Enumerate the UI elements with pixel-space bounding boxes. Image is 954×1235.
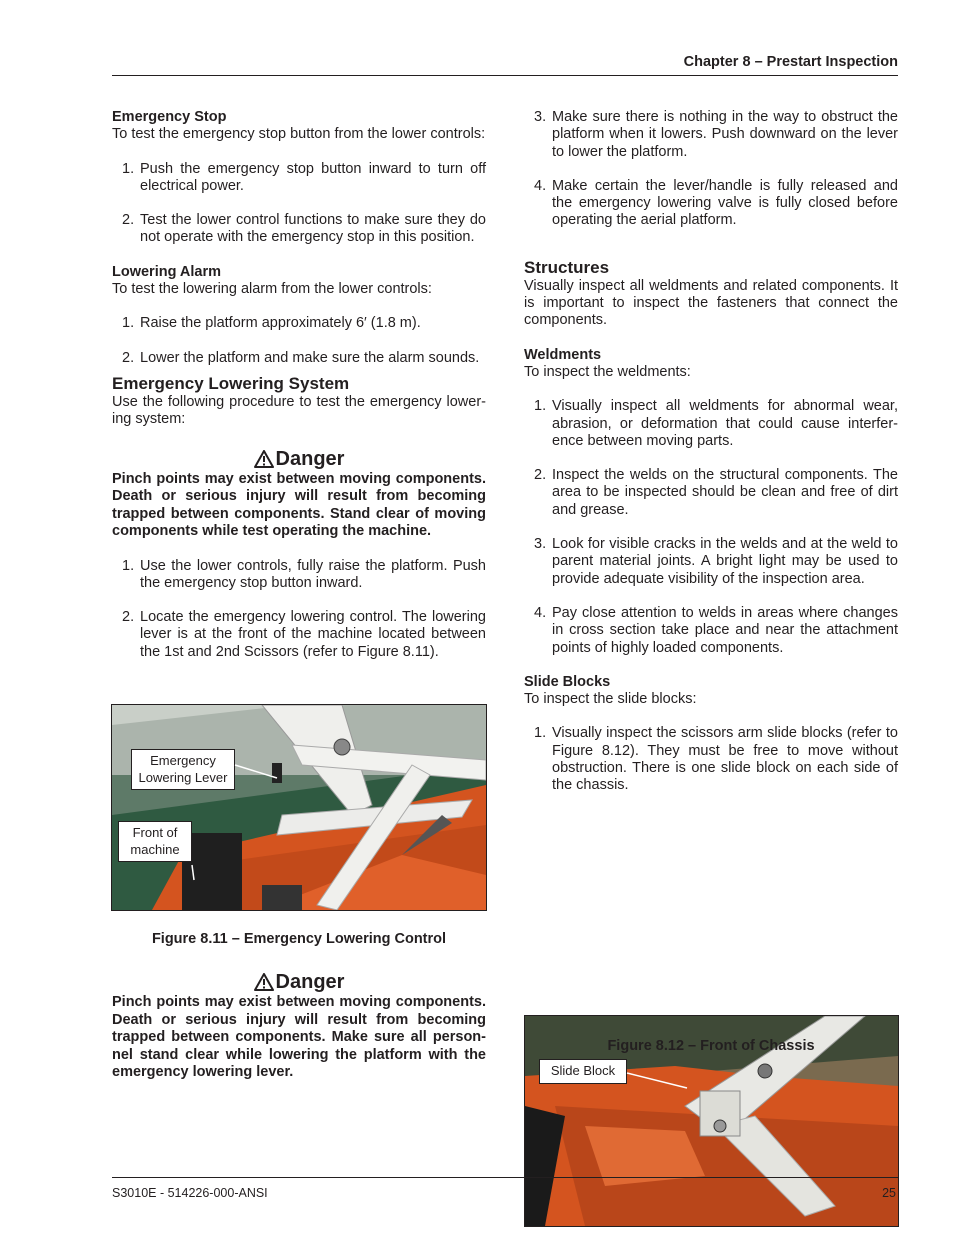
list-number: 2. — [122, 609, 135, 626]
list-text: Visually inspect the scissors arm slide blocks (refer to Figure 8.12). They must be free to move without obstruction. There is one slide block on each side of the chassis. — [552, 725, 898, 794]
callout-front-of-machine: Front of machine — [118, 821, 192, 862]
list-number: 2. — [122, 349, 135, 366]
list-number: 1. — [534, 725, 547, 742]
list-item — [524, 178, 898, 230]
footer-rule — [112, 1177, 898, 1178]
list-item — [524, 605, 898, 657]
danger-heading — [112, 970, 486, 994]
left-column — [112, 109, 486, 661]
list-text: Locate the emergency lowering control. The lowering lever is at the front of the machine located between the 1st and 2nd Scissors (refer to Figure 8.11). — [140, 609, 486, 660]
list-number: 1. — [122, 160, 135, 177]
list-text: Pay close attention to welds in areas where changes in cross section take place and near the attachment points of highly loaded components. — [552, 604, 898, 656]
footer-doc-id: S3010E - 514226-000-ANSI — [112, 1186, 268, 1200]
danger-message: Pinch points may exist between moving components. Death or serious injury will result from becoming trapped between components. Make sure all person-nel stand clear while lowering the platform with the emergency lowering lever. — [112, 994, 486, 1080]
list-number: 1. — [122, 315, 135, 332]
emergency-lowering-intro: Use the following procedure to test the emergency lower-ing system: — [112, 393, 486, 428]
list-item — [112, 558, 486, 593]
list-number: 4. — [534, 604, 547, 621]
list-text: Raise the platform approximately 6′ (1.8 m). — [140, 315, 421, 332]
lowering-alarm-intro: To test the lowering alarm from the lower controls: — [112, 281, 432, 298]
callout-emergency-lowering-lever: Emergency Lowering Lever — [131, 749, 235, 790]
list-item — [524, 467, 898, 519]
weldments-heading: Weldments — [524, 346, 602, 363]
slide-blocks-intro: To inspect the slide blocks: — [524, 691, 697, 708]
list-text: Lower the platform and make sure the alarm sounds. — [140, 349, 480, 366]
list-item — [524, 536, 898, 588]
list-text: Use the lower controls, fully raise the platform. Push the emergency stop button inward. — [140, 557, 486, 591]
figure-8-11-caption: Figure 8.11 – Emergency Lowering Control — [151, 931, 447, 947]
list-text: Push the emergency stop button inward to turn off electrical power. — [140, 160, 486, 194]
list-number: 3. — [534, 536, 547, 553]
slide-blocks-heading: Slide Blocks — [524, 673, 611, 690]
list-item — [112, 609, 486, 661]
list-item — [112, 350, 486, 367]
weldments-intro: To inspect the weldments: — [524, 363, 691, 380]
figure-emergency-lowering-photo — [111, 704, 487, 911]
page-number: 25 — [882, 1186, 896, 1200]
list-text: Look for visible cracks in the welds and at the weld to parent material joints. A bright light may be used to provide adequate visibility of the inspection area. — [552, 536, 898, 587]
list-item — [112, 212, 486, 247]
figure-8-12-caption: Figure 8.12 – Front of Chassis — [607, 1038, 815, 1054]
structures-intro: Visually inspect all weldments and related components. It is important to inspect the fasteners that connect the components. — [524, 277, 898, 329]
callout-leader-lines — [112, 705, 486, 910]
structures-heading: Structures — [524, 257, 610, 277]
list-number: 2. — [534, 467, 547, 484]
list-text: Inspect the welds on the structural components. The area to be inspected should be clean and free of dirt and grease. — [552, 467, 898, 518]
list-number: 1. — [122, 557, 135, 574]
list-number: 4. — [534, 177, 547, 194]
list-item — [112, 161, 486, 196]
emergency-lowering-heading: Emergency Lowering System — [112, 373, 350, 393]
danger-block-2 — [112, 970, 486, 1082]
list-text: Make sure there is nothing in the way to obstruct the platform when it lowers. Push downward on the lever to lower the platform. — [552, 109, 898, 160]
header-rule — [112, 75, 898, 76]
list-item — [112, 315, 486, 332]
list-number: 1. — [534, 398, 547, 415]
list-item — [524, 725, 898, 794]
callout-slide-block: Slide Block — [539, 1059, 627, 1084]
chapter-title: Chapter 8 – Prestart Inspection — [683, 54, 898, 70]
warning-triangle-icon — [254, 450, 274, 468]
list-text: Test the lower control functions to make sure they do not operate with the emergency stop in this position. — [140, 212, 486, 246]
list-item — [524, 398, 898, 450]
list-number: 2. — [122, 212, 135, 229]
emergency-stop-heading: Emergency Stop — [112, 109, 227, 125]
danger-message: Pinch points may exist between moving components. Death or serious injury will result from becoming trapped between components. Stand clear of moving components while test operating the machine. — [112, 470, 486, 540]
danger-title-text: Danger — [275, 971, 345, 993]
warning-triangle-icon — [254, 973, 274, 991]
danger-title-text: Danger — [275, 447, 345, 470]
list-text: Visually inspect all weldments for abnormal wear, abrasion, or deformation that could cause interfer-ence between moving parts. — [552, 398, 898, 449]
list-text: Make certain the lever/handle is fully released and the emergency lowering valve is fully closed before operating the aerial platform. — [552, 177, 898, 229]
list-item — [524, 109, 898, 161]
danger-heading — [112, 447, 486, 471]
emergency-stop-intro: To test the emergency stop button from the lower controls: — [112, 126, 486, 143]
lowering-alarm-heading: Lowering Alarm — [112, 263, 222, 280]
list-number: 3. — [534, 109, 547, 125]
right-column — [524, 109, 898, 795]
